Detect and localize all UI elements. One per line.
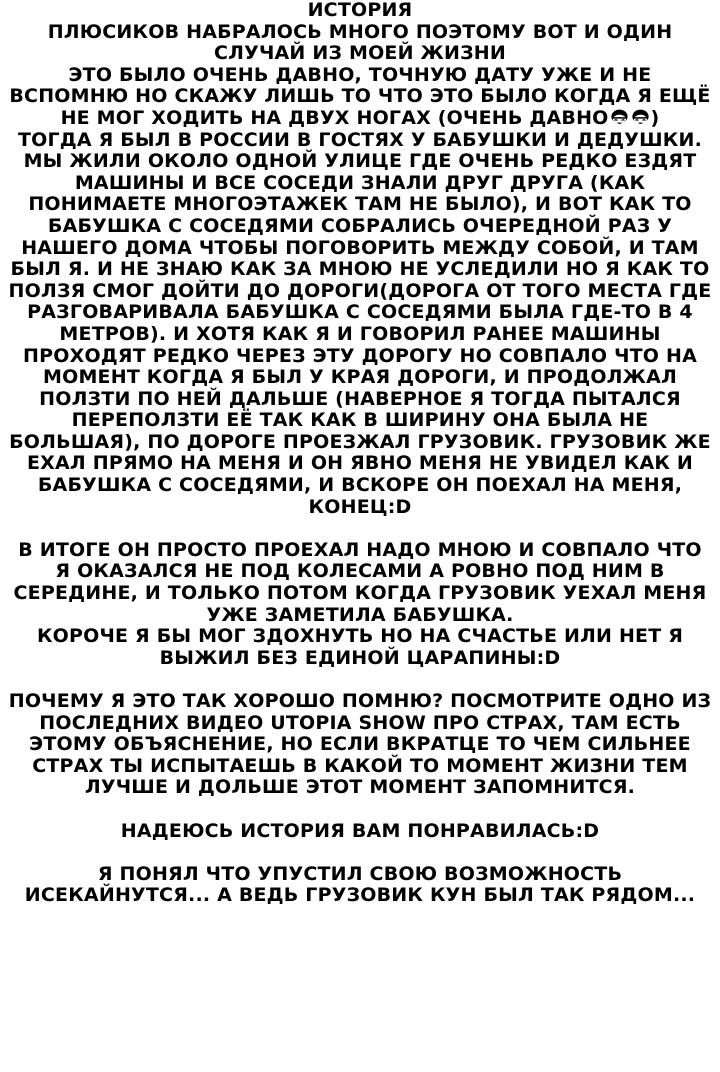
story-title: ИСТОРИЯ	[307, 0, 413, 21]
paragraph-4: КОРОЧЕ Я БЫ МОГ ЗДОХНУТЬ НО НА СЧАСТЬЕ ИЛИ НЕТ Я ВЫЖИЛ БЕЗ ЕДИНОЙ ЦАРАПИНЫ:D	[36, 625, 684, 669]
paragraph-1	[8, 65, 712, 130]
paragraph-5: ПОЧЕМУ Я ЭТО ТАК ХОРОШО ПОМНЮ? ПОСМОТРИТЕ ОДНО ИЗ ПОСЛЕДНИХ ВИДЕО UTOPIA SHOW ПРО СТРАХ, ТАМ ЕСТЬ ЭТОМУ ОБЪЯСНЕНИЕ, НО ЕСЛИ ВКРАТЦЕ ТО ЧЕМ СИЛЬНЕЕ СТРАХ ТЫ ИСПЫТАЕШЬ В КАКОЙ ТО МОМЕНТ ЖИЗНИ ТЕМ ЛУЧШЕ И ДОЛЬШЕ ЭТОТ МОМЕНТ ЗАПОМНИТСЯ.	[8, 690, 712, 799]
laughing-face-icon	[610, 109, 629, 126]
paragraph-1-close: )	[650, 106, 660, 129]
story-document	[8, 0, 712, 907]
paragraph-3: В ИТОГЕ ОН ПРОСТО ПРОЕХАЛ НАДО МНОЮ И СОВПАЛО ЧТО Я ОКАЗАЛСЯ НЕ ПОД КОЛЕСАМИ А РОВНО ПОД НИМ В СЕРЕДИНЕ, И ТОЛЬКО ПОТОМ КОГДА ГРУЗОВИК УЕХАЛ МЕНЯ УЖЕ ЗАМЕТИЛА БАБУШКА.	[13, 538, 707, 626]
paragraph-1-text: ЭТО БЫЛО ОЧЕНЬ ДАВНО, ТОЧНУЮ ДАТУ УЖЕ И НЕ ВСПОМНЮ НО СКАЖУ ЛИШЬ ТО ЧТО ЭТО БЫЛО КОГДА Я ЕЩЁ НЕ МОГ ХОДИТЬ НА ДВУХ НОГАХ (ОЧЕНЬ ДАВНО	[9, 63, 711, 129]
intro-paragraph: ПЛЮСИКОВ НАБРАЛОСЬ МНОГО ПОЭТОМУ ВОТ И ОДИН СЛУЧАЙ ИЗ МОЕЙ ЖИЗНИ	[47, 20, 673, 65]
paragraph-2-end: КОНЕЦ:D	[308, 495, 412, 518]
paragraph-7: Я ПОНЯЛ ЧТО УПУСТИЛ СВОЮ ВОЗМОЖНОСТЬ ИСЕКАЙНУТСЯ... А ВЕДЬ ГРУЗОВИК КУН БЫЛ ТАК РЯДОМ...	[24, 862, 696, 907]
paragraph-2: ТОГДА Я БЫЛ В РОССИИ В ГОСТЯХ У БАБУШКИ И ДЕДУШКИ. МЫ ЖИЛИ ОКОЛО ОДНОЙ УЛИЦЕ ГДЕ ОЧЕНЬ РЕДКО ЕЗДЯТ МАШИНЫ И ВСЕ СОСЕДИ ЗНАЛИ ДРУГ ДРУГА (КАК ПОНИМАЕТЕ МНОГОЭТАЖЕК ТАМ НЕ БЫЛО), И ВОТ КАК ТО БАБУШКА С СОСЕДЯМИ СОБРАЛИСЬ ОЧЕРЕДНОЙ РАЗ У НАШЕГО ДОМА ЧТОБЫ ПОГОВОРИТЬ МЕЖДУ СОБОЙ, И ТАМ БЫЛ Я. И НЕ ЗНАЮ КАК ЗА МНОЮ НЕ УСЛЕДИЛИ НО Я КАК ТО ПОЛЗЯ СМОГ ДОЙТИ ДО ДОРОГИ(ДОРОГА ОТ ТОГО МЕСТА ГДЕ РАЗГОВАРИВАЛА БАБУШКА С СОСЕДЯМИ БЫЛА ГДЕ-ТО В 4 МЕТРОВ). И ХОТЯ КАК Я И ГОВОРИЛ РАНЕЕ МАШИНЫ ПРОХОДЯТ РЕДКО ЧЕРЕЗ ЭТУ ДОРОГУ НО СОВПАЛО ЧТО НА МОМЕНТ КОГДА Я БЫЛ У КРАЯ ДОРОГИ, И ПРОДОЛЖАЛ ПОЛЗТИ ПО НЕЙ ДАЛЬШЕ (НАВЕРНОЕ Я ТОГДА ПЫТАЛСЯ ПЕРЕПОЛЗТИ ЕЁ ТАК КАК В ШИРИНУ ОНА БЫЛА НЕ БОЛЬШАЯ), ПО ДОРОГЕ ПРОЕЗЖАЛ ГРУЗОВИК. ГРУЗОВИК ЖЕ ЕХАЛ ПРЯМО НА МЕНЯ И ОН ЯВНО МЕНЯ НЕ УВИДЕЛ КАК И БАБУШКА С СОСЕДЯМИ, И ВСКОРЕ ОН ПОЕХАЛ НА МЕНЯ,	[8, 128, 712, 497]
laughing-face-icon	[631, 109, 650, 126]
paragraph-6: НАДЕЮСЬ ИСТОРИЯ ВАМ ПОНРАВИЛАСЬ:D	[120, 819, 600, 842]
